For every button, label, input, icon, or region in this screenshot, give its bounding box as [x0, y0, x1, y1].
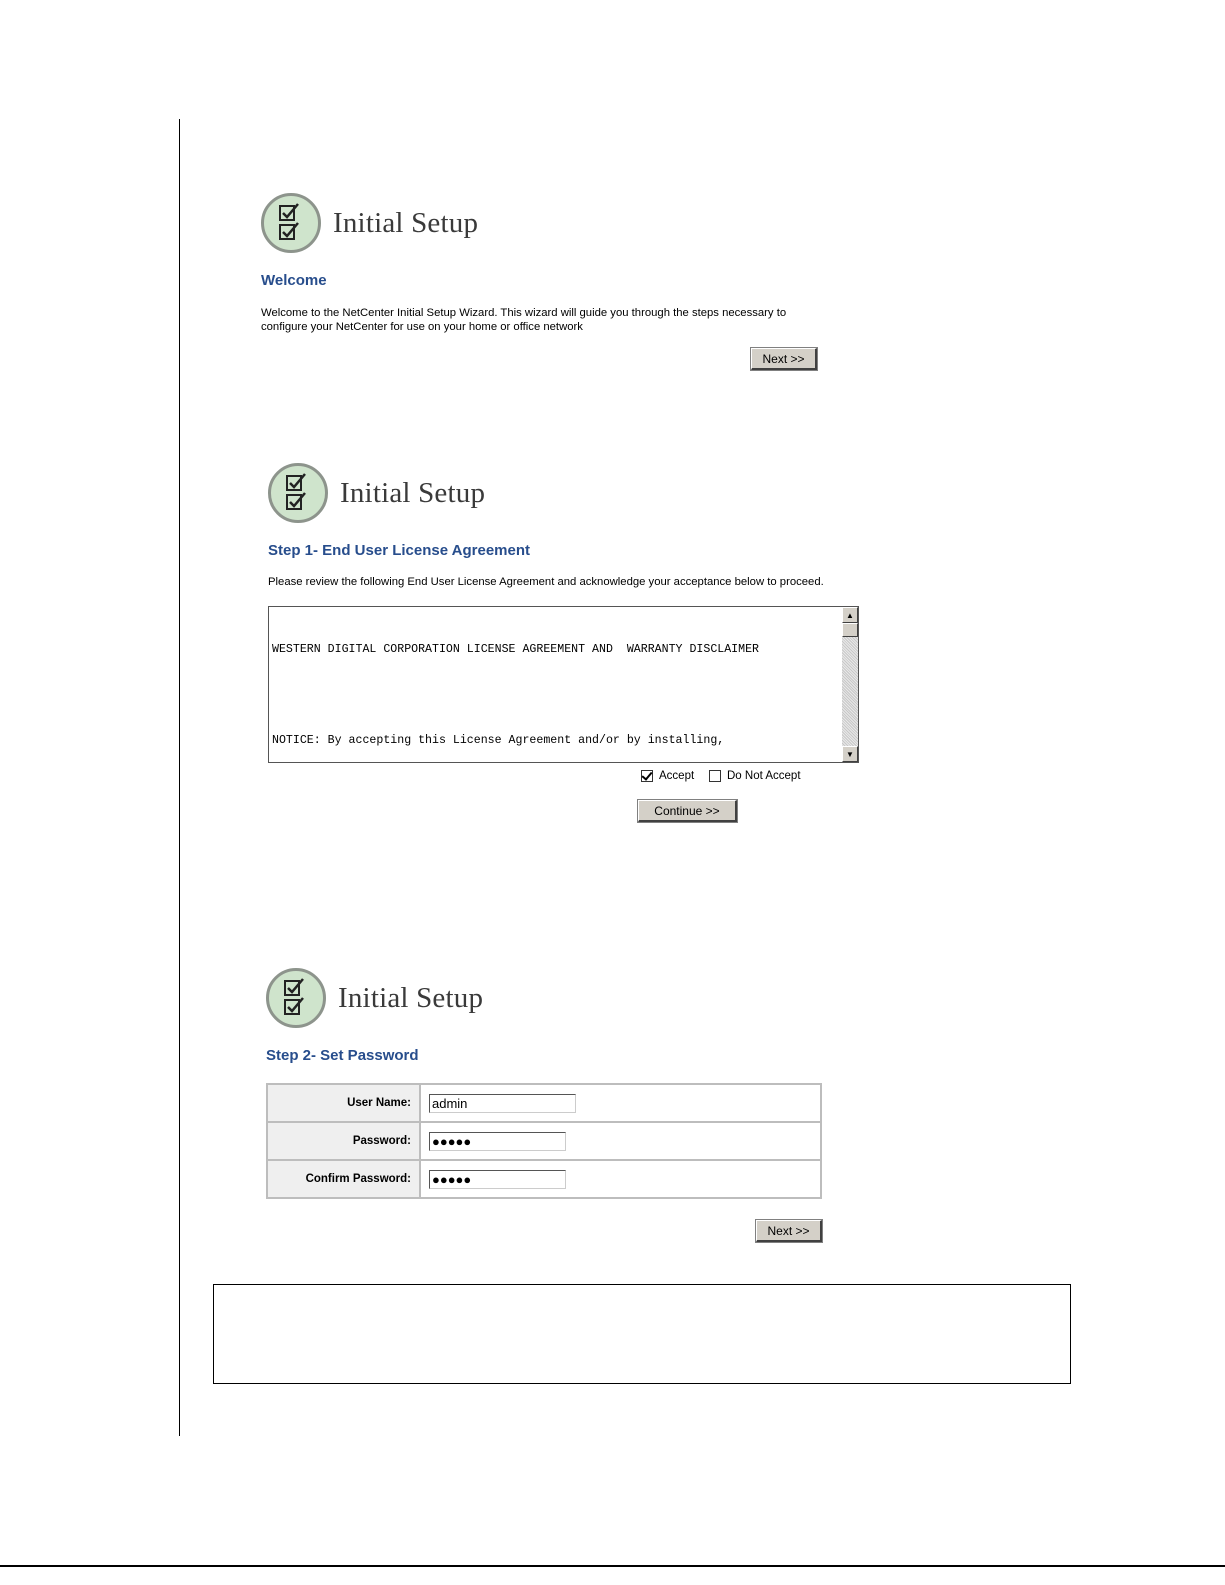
accept-checkbox-box[interactable]: [641, 770, 653, 782]
username-label: User Name:: [267, 1084, 420, 1122]
password-next-button[interactable]: Next >>: [756, 1220, 822, 1242]
welcome-description-line1: Welcome to the NetCenter Initial Setup Wizard. This wizard will guide you through the steps necessary to: [261, 307, 787, 319]
do-not-accept-checkbox-box[interactable]: [709, 770, 721, 782]
form-row-password: [267, 1122, 821, 1160]
scroll-down-icon[interactable]: ▼: [842, 746, 858, 762]
initial-setup-logo: [261, 193, 478, 253]
initial-setup-logo: [268, 463, 485, 523]
initial-setup-logo: [266, 968, 483, 1028]
accept-checkbox[interactable]: [641, 770, 694, 782]
password-cell: [420, 1122, 821, 1160]
checklist-icon: [268, 463, 328, 523]
license-line: WESTERN DIGITAL CORPORATION LICENSE AGREEMENT AND WARRANTY DISCLAIMER: [272, 642, 760, 656]
password-input[interactable]: ●●●●●: [429, 1132, 566, 1151]
welcome-next-button[interactable]: Next >>: [751, 348, 817, 370]
welcome-description: [261, 306, 786, 334]
username-input[interactable]: admin: [429, 1094, 576, 1113]
confirm-password-cell: [420, 1160, 821, 1198]
logo-title: Initial Setup: [338, 981, 484, 1014]
continue-button[interactable]: Continue >>: [638, 800, 737, 822]
license-text: [272, 611, 840, 761]
confirm-password-label: Confirm Password:: [267, 1160, 420, 1198]
logo-title: Initial Setup: [340, 476, 486, 509]
welcome-heading: Welcome: [261, 272, 327, 289]
license-scrollbar[interactable]: [842, 607, 858, 762]
confirm-password-input[interactable]: ●●●●●: [429, 1170, 566, 1189]
checklist-icon: [261, 193, 321, 253]
license-line: [272, 687, 840, 702]
accept-label: Accept: [659, 770, 695, 782]
scroll-up-icon[interactable]: ▲: [842, 607, 858, 623]
form-row-confirm-password: [267, 1160, 821, 1198]
checklist-icon: [266, 968, 326, 1028]
license-line: NOTICE: By accepting this License Agreement and/or by installing,: [272, 734, 725, 748]
bottom-rule: [0, 1565, 1225, 1567]
password-form: [266, 1083, 822, 1199]
note-box: [213, 1284, 1071, 1384]
eula-description: Please review the following End User License Agreement and acknowledge your acceptance below to proceed.: [268, 576, 824, 588]
scroll-thumb[interactable]: [842, 623, 858, 637]
license-textarea[interactable]: [268, 606, 859, 763]
welcome-description-line2: configure your NetCenter for use on your home or office network: [261, 321, 583, 333]
password-label: Password:: [267, 1122, 420, 1160]
logo-title: Initial Setup: [333, 206, 479, 239]
do-not-accept-checkbox[interactable]: [709, 770, 801, 782]
do-not-accept-label: Do Not Accept: [727, 770, 801, 782]
form-row-username: [267, 1084, 821, 1122]
username-cell: [420, 1084, 821, 1122]
left-margin-rule: [179, 119, 180, 1436]
set-password-heading: Step 2- Set Password: [266, 1047, 419, 1064]
eula-heading: Step 1- End User License Agreement: [268, 542, 531, 559]
